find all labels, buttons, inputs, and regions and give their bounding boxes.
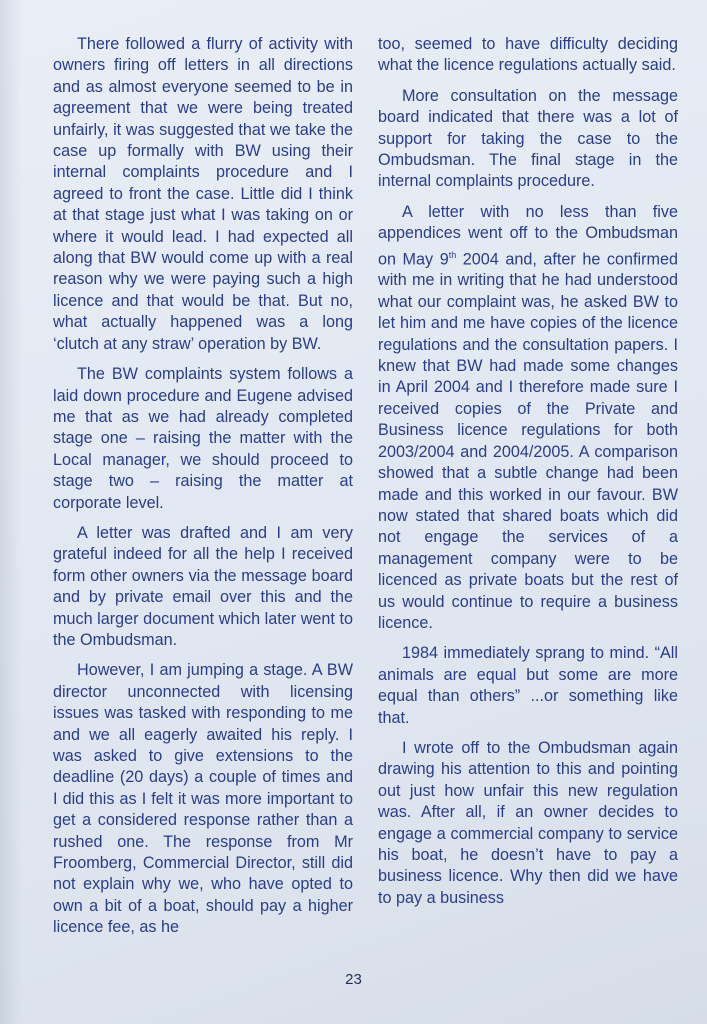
body-paragraph: However, I am jumping a stage. A BW director unconnected with licensing issues was tasked with responding to me and we all eagerly awaited his reply. I was asked to give extensions to the deadline (20 days) a couple of times and I did this as I felt it was more important to get a considered response rather than a rushed one. The response from Mr Froomberg, Commercial Director, still did not explain why we, who have opted to own a bit of a boat, should pay a higher licence fee, as he bbox=[53, 661, 353, 937]
page-crease-shadow bbox=[0, 0, 22, 1024]
ordinal-superscript: th bbox=[448, 249, 457, 260]
body-paragraph: More consultation on the message board indicated that there was a lot of support for taking the case to the Ombudsman. The final stage in the internal complaints procedure. bbox=[378, 86, 678, 191]
page-number: 23 bbox=[345, 971, 362, 988]
continued-paragraph: too, seemed to have difficulty deciding what the licence regulations actually said. bbox=[378, 35, 678, 75]
paragraph-text: 2004 and, after he confirmed with me in writing that he had understood what our complaint was, he asked BW to let him and me have copies of the licence regulations and the consultation papers. I knew that BW had made some changes in April 2004 and I therefore made sure I received copies of the Private and Business licence regulations for both 2003/2004 and 2004/2005. A comparison showed that a subtle change had been made and this worked in our favour. BW now stated that shared boats which did not engage the services of a management company were to be licenced as private boats but the rest of us would continue to require a business licence. bbox=[378, 250, 678, 632]
paragraph-text: A letter with no less than five appendices went off to the Ombudsman on May 9 bbox=[378, 202, 678, 269]
body-paragraph: There followed a flurry of activity with owners firing off letters in all directions and as almost everyone seemed to be in agreement that we were being treated unfairly, it was suggested that we take the case up formally with BW using their internal complaints procedure and I agreed to front the case. Little did I think at that stage just what I was taking on or where it would lead. I had expected all along that BW would come up with a real reason why we were paying such a high licence and that would be that. But no, what actually happened was a long ‘clutch at any straw’ operation by BW. bbox=[53, 35, 353, 353]
left-text-column bbox=[53, 34, 353, 948]
body-paragraph-with-date bbox=[378, 202, 678, 635]
right-text-column bbox=[378, 34, 678, 918]
body-paragraph: I wrote off to the Ombudsman again drawing his attention to this and pointing out just how unfair this new regulation was. After all, if an owner decides to engage a commercial company to service his boat, he doesn’t have to pay a business licence. Why then did we have to pay a business bbox=[378, 738, 678, 907]
body-paragraph: The BW complaints system follows a laid down procedure and Eugene advised me that as we had already completed stage one – raising the matter with the Local manager, we should proceed to stage two – raising the matter at corporate level. bbox=[53, 365, 353, 512]
body-paragraph: A letter was drafted and I am very grateful indeed for all the help I received form other owners via the message board and by private email over this and the much larger document which later went to the Ombudsman. bbox=[53, 523, 353, 649]
body-paragraph: 1984 immediately sprang to mind. “All animals are equal but some are more equal than others” ...or something like that. bbox=[378, 644, 678, 727]
